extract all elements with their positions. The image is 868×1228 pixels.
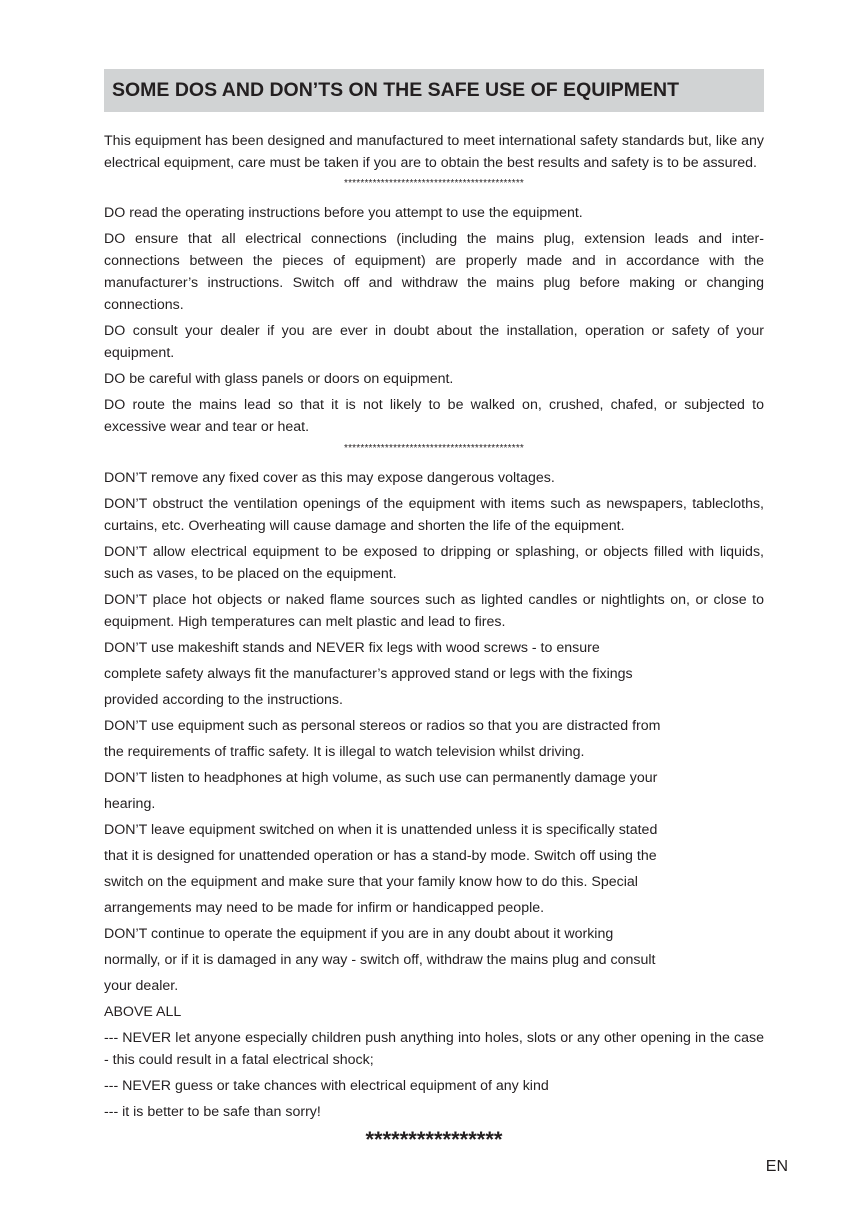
dont-line: normally, or if it is damaged in any way - switch off, withdraw the mains plug and consult: [104, 952, 656, 968]
separator-1: ********************************************: [343, 178, 525, 189]
dont-line: DON’T leave equipment switched on when it is unattended unless it is specifically stated: [104, 822, 658, 838]
dont-line: arrangements may need to be made for infirm or handicapped people.: [104, 900, 545, 916]
dont-line: your dealer.: [104, 978, 179, 994]
intro-paragraph: This equipment has been designed and manufactured to meet international safety standards but, like any electrical equipment, care must be taken if you are to obtain the best results and safety is to be assured.: [104, 133, 764, 171]
dont-line: DON’T listen to headphones at high volume, as such use can permanently damage your: [104, 770, 658, 786]
dont-line: provided according to the instructions.: [104, 692, 343, 708]
dont-item: DON’T allow electrical equipment to be exposed to dripping or splashing, or objects filled with liquids, such as vases, to be placed on the equipment.: [104, 544, 764, 582]
dont-item: DON’T remove any fixed cover as this may expose dangerous voltages.: [104, 470, 555, 486]
dont-line: complete safety always fit the manufacturer’s approved stand or legs with the fixings: [104, 666, 633, 682]
dont-line: hearing.: [104, 796, 156, 812]
dont-item: DON’T obstruct the ventilation openings of the equipment with items such as newspapers, tablecloths, curtains, etc. Overheating will cause damage and shorten the life of the equipment.: [104, 496, 764, 534]
dont-line: DON’T use equipment such as personal stereos or radios so that you are distracted from: [104, 718, 661, 734]
dont-line: DON’T use makeshift stands and NEVER fix legs with wood screws - to ensure: [104, 640, 600, 656]
never-item: --- NEVER guess or take chances with electrical equipment of any kind: [104, 1078, 549, 1094]
dont-line: the requirements of traffic safety. It is illegal to watch television whilst driving.: [104, 744, 585, 760]
above-all-heading: ABOVE ALL: [104, 1004, 182, 1020]
do-item: DO route the mains lead so that it is not likely to be walked on, crushed, chafed, or subjected to excessive wear and tear or heat.: [104, 397, 764, 435]
dont-line: that it is designed for unattended operation or has a stand-by mode. Switch off using the: [104, 848, 657, 864]
never-item: --- NEVER let anyone especially children push anything into holes, slots or any other opening in the case - this could result in a fatal electrical shock;: [104, 1030, 764, 1068]
language-code: EN: [765, 1158, 788, 1175]
do-item: DO ensure that all electrical connections (including the mains plug, extension leads and inter-connections between the pieces of equipment) are properly made and in accordance with the manufacturer’s instructions. Switch off and withdraw the mains plug before making or changing connections.: [104, 231, 764, 313]
dont-line: switch on the equipment and make sure that your family know how to do this. Special: [104, 874, 638, 890]
title-banner: [104, 69, 764, 112]
page-title: SOME DOS AND DON’TS ON THE SAFE USE OF EQUIPMENT: [112, 79, 679, 101]
do-item: DO be careful with glass panels or doors on equipment.: [104, 371, 454, 387]
never-item: --- it is better to be safe than sorry!: [104, 1104, 321, 1120]
do-item: DO consult your dealer if you are ever in doubt about the installation, operation or safety of your equipment.: [104, 323, 764, 361]
dont-item: DON’T place hot objects or naked flame sources such as lighted candles or nightlights on, or close to equipment. High temperatures can melt plastic and lead to fires.: [104, 592, 764, 630]
do-item: DO read the operating instructions before you attempt to use the equipment.: [104, 205, 583, 221]
separator-2: ********************************************: [343, 443, 525, 454]
document-body: [104, 130, 764, 1151]
closing-stars: ****************: [365, 1127, 503, 1152]
dont-line: DON’T continue to operate the equipment if you are in any doubt about it working: [104, 926, 614, 942]
